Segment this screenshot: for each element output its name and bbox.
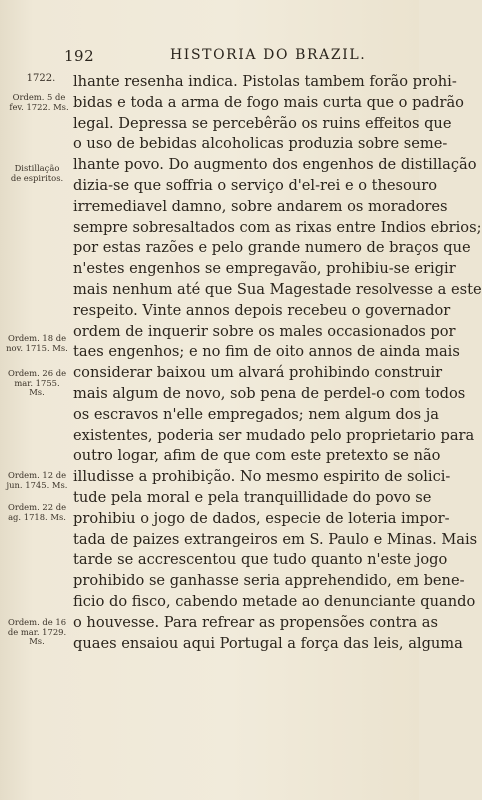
text-line: taes engenhos; e no fim de oito annos de ainda mais: [73, 343, 460, 361]
text-line: considerar baixou um alvará prohibindo construir: [73, 364, 443, 382]
page-number: 192: [64, 47, 95, 65]
text-line: outro logar, afim de que com este pretexto se não: [73, 447, 441, 465]
text-line: mais algum de novo, sob pena de perdel-o com todos: [73, 384, 466, 402]
running-title: HISTORIA DO BRAZIL.: [170, 47, 367, 63]
margin-notes: [0, 0, 72, 800]
text-line: prohibiu o jogo de dados, especie de loteria impor-: [73, 509, 450, 527]
margin-note: Ordem. 12 de jun. 1745. Ms.: [6, 470, 68, 490]
text-line: quaes ensaiou aqui Portugal a força das leis, alguma: [73, 634, 463, 652]
text-line: existentes, poderia ser mudado pelo proprietario para: [73, 426, 475, 444]
text-line: dizia-se que soffria o serviço d'el-rei e o thesouro: [73, 176, 437, 194]
margin-note: Ordem. 22 de ag. 1718. Ms.: [7, 502, 67, 522]
text-line: bidas e toda a arma de fogo mais curta que o padrão: [73, 93, 464, 111]
text-line: lhante povo. Do augmento dos engenhos de distillação: [73, 156, 477, 174]
body-text: [73, 72, 482, 654]
text-line: tude pela moral e pela tranquillidade do povo se: [73, 488, 432, 506]
text-line: o uso de bebidas alcoholicas produzia sobre seme-: [73, 135, 448, 153]
text-line: lhante resenha indica. Pistolas tambem forão prohi-: [73, 73, 457, 90]
margin-note: Ordem. 18 de nov. 1715. Ms.: [6, 333, 68, 353]
text-line: n'estes engenhos se empregavão, prohibiu-se erigir: [73, 260, 456, 278]
text-line: ordem de inquerir sobre os males occasionados por: [73, 322, 456, 340]
text-line: sempre sobresaltados com as rixas entre Indios ebrios;: [73, 218, 482, 236]
text-line: respeito. Vinte annos depois recebeu o governador: [73, 301, 451, 319]
text-line: ficio do fisco, cabendo metade ao denunciante quando: [73, 592, 476, 610]
text-line: irremediavel damno, sobre andarem os moradores: [73, 197, 448, 215]
text-line: mais nenhum até que Sua Magestade resolvesse a este: [73, 280, 482, 298]
text-line: o houvesse. Para refrear as propensões contra as: [73, 613, 438, 631]
margin-note: Ordem. de 16 de mar. 1729. Ms.: [7, 617, 67, 647]
text-line: legal. Depressa se percebêrão os ruins effeitos que: [73, 114, 452, 132]
margin-note: Ordem. 5 de fev. 1722. Ms.: [9, 92, 69, 112]
text-line: tarde se accrescentou que tudo quanto n'este jogo: [73, 551, 448, 569]
margin-note: Ordem. 26 de mar. 1755. Ms.: [7, 368, 67, 398]
text-line: illudisse a prohibição. No mesmo espirito de solici-: [73, 468, 451, 486]
margin-note: Distillação de espiritos.: [10, 163, 64, 183]
text-line: por estas razões e pelo grande numero de braços que: [73, 239, 471, 257]
text-line: tada de paizes extrangeiros em S. Paulo e Minas. Mais: [73, 530, 478, 548]
text-line: prohibido se ganhasse seria apprehendido, em bene-: [73, 572, 465, 590]
text-line: os escravos n'elle empregados; nem algum dos ja: [73, 405, 439, 423]
margin-note: 1722.: [26, 73, 56, 84]
